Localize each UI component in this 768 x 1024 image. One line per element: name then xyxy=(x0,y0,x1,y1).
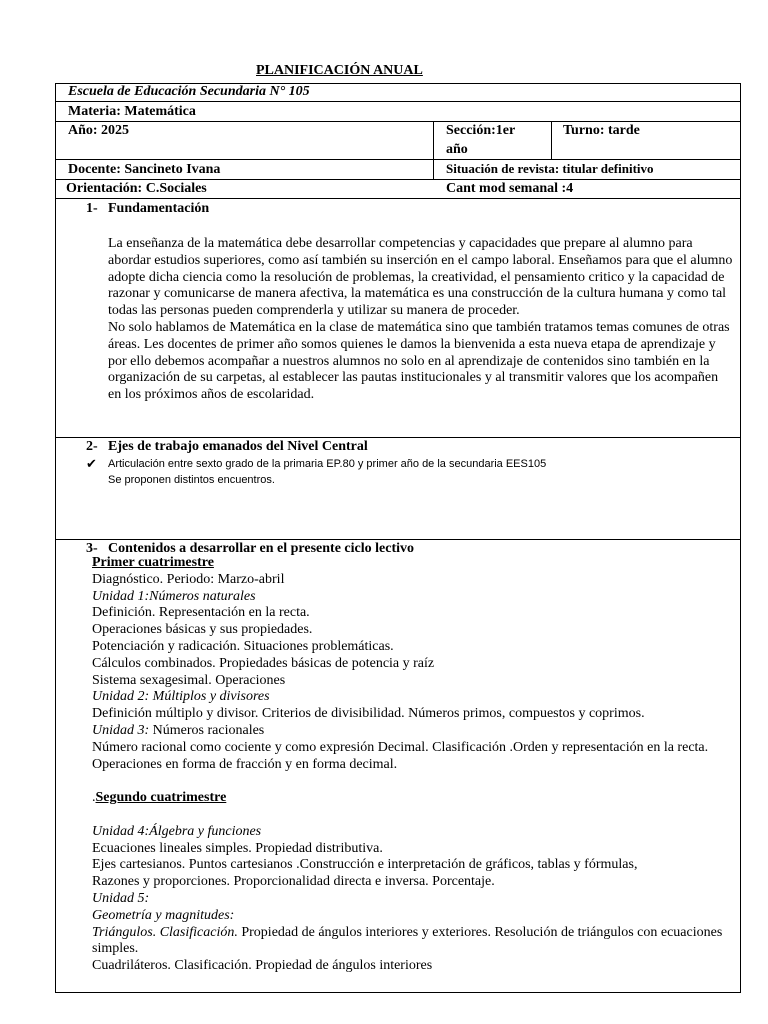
section3-heading: Contenidos a desarrollar en el presente ciclo lectivo xyxy=(108,541,415,556)
spacer xyxy=(92,807,732,824)
term-prefix: . xyxy=(92,790,96,806)
unit-subtitle: Geometría y magnitudes: xyxy=(92,907,235,923)
unit-label: Unidad 3: xyxy=(92,722,150,738)
section-line2: año xyxy=(446,142,468,157)
row-divider xyxy=(55,101,741,102)
axis-item: Articulación entre sexto grado de la primaria EP.80 y primer año de la secundaria EES105 xyxy=(108,458,547,470)
unit-name: Números racionales xyxy=(149,722,265,738)
fundamentacion-paragraph: No solo hablamos de Matemática en la clase de matemática sino que también tratamos temas comunes de otras áreas. Les docentes de primer año somos quienes le damos la bienvenida a esta nueva etapa de aprendizaje y por ello debemos acompañar a nuestros alumnos no solo en al aprendizaje de contenidos sino también en la organización de su carpetas, al establecer las pautas institucionales y al transmitir valores que los acompañen en los próximos años de escolaridad. xyxy=(108,319,730,403)
spacer xyxy=(92,773,732,790)
unit-title xyxy=(92,723,732,740)
content-line: Operaciones básicas y sus propiedades. xyxy=(92,622,313,638)
subject: Materia: Matemática xyxy=(68,104,196,119)
section2-number: 2- xyxy=(86,439,98,454)
content-line: Sistema sexagesimal. Operaciones xyxy=(92,672,286,688)
unit-title: Unidad 1:Números naturales xyxy=(92,588,256,604)
year: Año: 2025 xyxy=(68,123,130,138)
check-icon: ✔ xyxy=(86,456,97,471)
second-term-label: Segundo cuatrimestre xyxy=(95,790,227,806)
status: Situación de revista: titular definitivo xyxy=(446,161,654,176)
fundamentacion-paragraph: La enseñanza de la matemática debe desarrollar competencias y capacidades que prepare al alumno para abordar estudios superiores, como así también su inserción en el campo laboral. Enseñamos para que el alumno adopte dicha ciencia como la resolución de problemas, la creatividad, el pensamiento critico y la capacidad de razonar y comunicarse de manera afectiva, la matemática es una construcción de la cultura humana y como tal todas las personas pueden comprenderla y utilizar su manera de proceder. xyxy=(108,236,733,319)
row-divider xyxy=(55,992,741,993)
school-name: Escuela de Educación Secundaria N° 105 xyxy=(68,84,310,99)
weekly-modules: Cant mod semanal :4 xyxy=(446,181,574,196)
row-divider xyxy=(55,198,741,199)
section3-number: 3- xyxy=(86,541,98,556)
col-divider xyxy=(55,83,56,992)
orientation: Orientación: C.Sociales xyxy=(66,181,207,196)
triangles-text: Propiedad de ángulos interiores y exteriores. Resolución de triángulos con ecuaciones simples. xyxy=(92,924,723,957)
axis-item: Se proponen distintos encuentros. xyxy=(108,474,275,486)
content-line: Definición. Representación en la recta. xyxy=(92,605,310,621)
first-term-heading: Primer cuatrimestre xyxy=(92,555,214,570)
teacher: Docente: Sancineto Ivana xyxy=(68,162,221,177)
second-term-heading xyxy=(92,790,732,807)
content-line: Cálculos combinados. Propiedades básicas de potencia y raíz xyxy=(92,655,435,671)
col-divider xyxy=(433,121,434,179)
page-title: PLANIFICACIÓN ANUAL xyxy=(256,63,423,78)
triangles-label: Triángulos. Clasificación. xyxy=(92,924,238,940)
unit-title: Unidad 4:Álgebra y funciones xyxy=(92,823,262,839)
content-line: Diagnóstico. Periodo: Marzo-abril xyxy=(92,571,285,587)
fundamentacion-text xyxy=(108,236,733,404)
contents-list xyxy=(92,555,732,975)
section1-number: 1- xyxy=(86,201,98,216)
content-line: Cuadriláteros. Clasificación. Propiedad de ángulos interiores xyxy=(92,958,433,974)
section-line1: Sección:1er xyxy=(446,123,516,138)
shift: Turno: tarde xyxy=(563,123,640,138)
unit-title: Unidad 2: Múltiplos y divisores xyxy=(92,689,270,705)
content-line: Operaciones en forma de fracción y en forma decimal. xyxy=(92,756,398,772)
col-divider xyxy=(551,121,552,159)
section2-heading: Ejes de trabajo emanados del Nivel Central xyxy=(108,439,368,454)
unit-title: Unidad 5: xyxy=(92,890,150,906)
content-line: Ejes cartesianos. Puntos cartesianos .Construcción e interpretación de gráficos, tablas y fórmulas, xyxy=(92,857,638,873)
content-line: Ecuaciones lineales simples. Propiedad distributiva. xyxy=(92,840,383,856)
section1-heading: Fundamentación xyxy=(108,201,210,216)
content-line: Definición múltiplo y divisor. Criterios de divisibilidad. Números primos, compuestos y coprimos. xyxy=(92,706,645,722)
content-line xyxy=(92,925,732,959)
col-divider xyxy=(740,83,741,992)
content-line: Potenciación y radicación. Situaciones problemáticas. xyxy=(92,638,394,654)
content-line: Número racional como cociente y como expresión Decimal. Clasificación .Orden y representación en la recta. xyxy=(92,739,709,755)
content-line: Razones y proporciones. Proporcionalidad directa e inversa. Porcentaje. xyxy=(92,874,495,890)
